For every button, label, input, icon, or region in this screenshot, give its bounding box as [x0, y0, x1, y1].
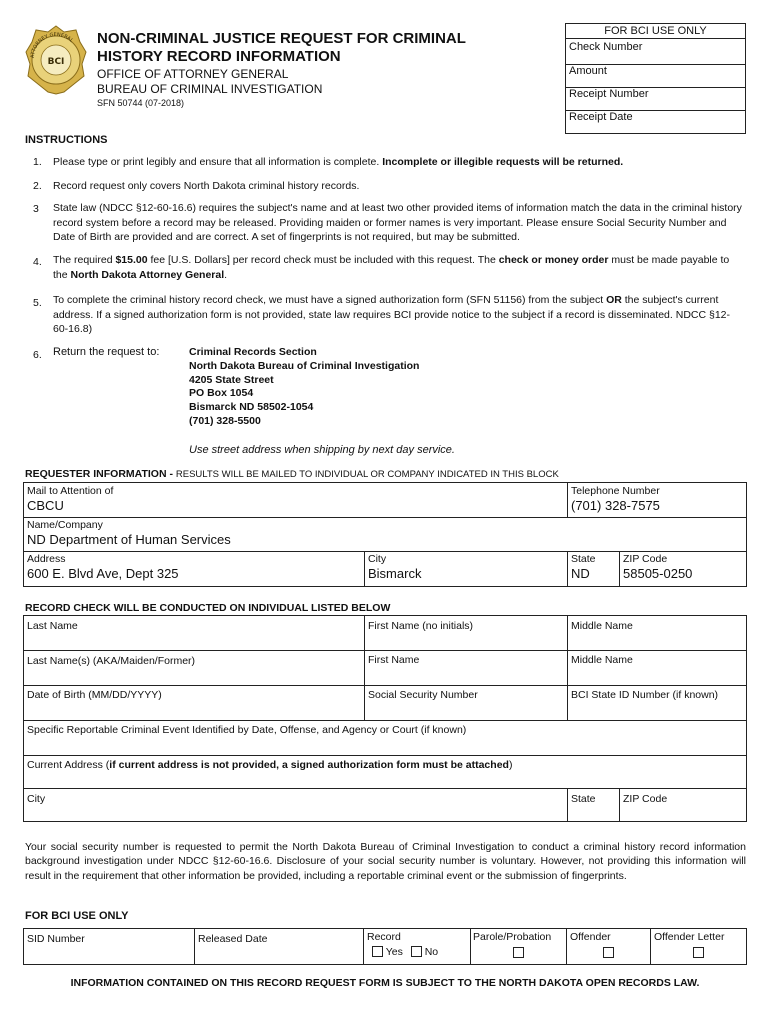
svg-text:BCI: BCI	[47, 57, 65, 67]
address-label: Address	[27, 553, 66, 565]
bci-use-box	[565, 23, 746, 134]
parole-label: Parole/Probation	[473, 931, 552, 943]
aka-last-name-field[interactable]: Last Name(s) (AKA/Maiden/Former)	[27, 655, 196, 667]
record-yes-label: Yes	[385, 946, 403, 958]
subject-heading: RECORD CHECK WILL BE CONDUCTED ON INDIVIDUAL LISTED BELOW	[25, 602, 391, 614]
zip-field[interactable]: 58505-0250	[623, 566, 693, 581]
record-label: Record	[367, 931, 401, 943]
first-name-field[interactable]: First Name (no initials)	[364, 616, 567, 650]
subject-zip-field[interactable]: ZIP Code	[619, 788, 746, 821]
item-number: 6.	[33, 349, 42, 361]
instruction-3: State law (NDCC §12-60-16.6) requires the subject's name and at least two other provided items of information match the data in the criminal history record system before a record may be released. Providing maiden or former names is very important. Please ensure Social Security Number and Date of Birth are provided and are correct. A set of fingerprints is not required, but may be submitted.	[53, 202, 742, 243]
office-name: OFFICE OF ATTORNEY GENERAL	[97, 67, 289, 81]
return-address: Criminal Records Section North Dakota Bureau of Criminal Investigation 4205 State Street PO Box 1054 Bismarck ND 58502-1054 (701) 328-5500	[189, 346, 420, 427]
bci-bottom-heading: FOR BCI USE ONLY	[25, 910, 129, 922]
seal-logo	[24, 24, 88, 96]
state-field[interactable]: ND	[571, 566, 590, 581]
aka-first-name-field[interactable]: First Name	[364, 650, 567, 685]
offender-letter-checkbox[interactable]	[693, 947, 704, 958]
bureau-name: BUREAU OF CRIMINAL INVESTIGATION	[97, 82, 323, 96]
form-title-line2: HISTORY RECORD INFORMATION	[97, 48, 341, 65]
current-address-field[interactable]: Current Address (if current address is not provided, a signed authorization form must be attached)	[27, 759, 513, 771]
ssn-notice: Your social security number is requested to permit the North Dakota Bureau of Criminal Investigation to conduct a criminal history record information background investigation under NDCC §12-60-16.6. Disclosure of your social security number is voluntary. However, not providing this information will result in the requirement that other information be provided, including a reportable criminal event or the submission of fingerprints.	[25, 841, 746, 882]
zip-label: ZIP Code	[623, 553, 668, 565]
record-no-checkbox[interactable]	[411, 946, 422, 957]
form-number: SFN 50744 (07-2018)	[97, 98, 185, 108]
subject-table	[23, 615, 747, 822]
record-no-label: No	[424, 946, 439, 958]
telephone-label: Telephone Number	[571, 485, 660, 497]
instruction-1: Please type or print legibly and ensure that all information is complete. Incomplete or illegible requests will be returned.	[53, 156, 624, 168]
shipping-note: Use street address when shipping by next day service.	[189, 444, 455, 456]
ssn-field[interactable]: Social Security Number	[364, 685, 567, 720]
amount-field[interactable]: Amount	[569, 65, 607, 77]
check-number-field[interactable]: Check Number	[569, 41, 643, 53]
form-title	[97, 30, 466, 66]
last-name-field[interactable]: Last Name	[27, 620, 78, 632]
receipt-number-field[interactable]: Receipt Number	[569, 88, 649, 100]
footer-notice: INFORMATION CONTAINED ON THIS RECORD REQUEST FORM IS SUBJECT TO THE NORTH DAKOTA OPEN RECORDS LAW.	[70, 977, 700, 989]
form-title-line1: NON-CRIMINAL JUSTICE REQUEST FOR CRIMINAL	[97, 30, 466, 47]
bci-bottom-table	[23, 928, 747, 965]
item-number: 3	[33, 203, 39, 215]
item-number: 5.	[33, 297, 42, 309]
criminal-event-field[interactable]: Specific Reportable Criminal Event Identified by Date, Offense, and Agency or Court (if known)	[27, 724, 467, 736]
requester-table	[23, 482, 747, 587]
middle-name-field[interactable]: Middle Name	[567, 616, 746, 650]
dob-field[interactable]: Date of Birth (MM/DD/YYYY)	[27, 689, 162, 701]
requester-heading: REQUESTER INFORMATION - RESULTS WILL BE MAILED TO INDIVIDUAL OR COMPANY INDICATED IN THIS BLOCK	[25, 468, 559, 480]
sid-number-field[interactable]: SID Number	[27, 933, 85, 945]
offender-label: Offender	[570, 931, 611, 943]
instruction-2: Record request only covers North Dakota criminal history records.	[53, 180, 360, 192]
mail-attention-label: Mail to Attention of	[27, 485, 114, 497]
item-number: 1.	[33, 156, 42, 168]
svg-text:ATTORNEY GENERAL: ATTORNEY GENERAL	[29, 31, 75, 59]
record-yes-checkbox[interactable]	[372, 946, 383, 957]
item-number: 4.	[33, 256, 42, 268]
state-label: State	[571, 553, 596, 565]
instructions-heading: INSTRUCTIONS	[25, 134, 108, 146]
instruction-4: The required $15.00 fee [U.S. Dollars] per record check must be included with this request. The check or money order must be made payable to the North Dakota Attorney General.	[53, 254, 730, 281]
aka-middle-name-field[interactable]: Middle Name	[567, 650, 746, 685]
subject-state-field[interactable]: State	[567, 788, 619, 821]
released-date-field[interactable]: Released Date	[194, 929, 363, 964]
offender-letter-label: Offender Letter	[654, 931, 725, 943]
return-label: Return the request to:	[53, 346, 160, 358]
telephone-field[interactable]: (701) 328-7575	[571, 498, 660, 513]
receipt-date-field[interactable]: Receipt Date	[569, 111, 633, 123]
instruction-5: To complete the criminal history record check, we must have a signed authorization form (SFN 51156) from the subject OR the subject's current address. If a signed authorization form is not provided, state law requires BCI provide notice to the subject if a record is disseminated. NDCC §12-60-16.8)	[53, 294, 730, 335]
parole-checkbox[interactable]	[513, 947, 524, 958]
subject-city-field[interactable]: City	[27, 793, 46, 805]
city-field[interactable]: Bismarck	[368, 566, 422, 581]
company-field[interactable]: ND Department of Human Services	[27, 532, 231, 547]
mail-attention-field[interactable]: CBCU	[27, 498, 64, 513]
item-number: 2.	[33, 180, 42, 192]
offender-checkbox[interactable]	[603, 947, 614, 958]
bci-box-title: FOR BCI USE ONLY	[604, 25, 707, 37]
address-field[interactable]: 600 E. Blvd Ave, Dept 325	[27, 566, 179, 581]
city-label: City	[368, 553, 387, 565]
bci-state-id-field[interactable]: BCI State ID Number (if known)	[567, 685, 746, 720]
company-label: Name/Company	[27, 519, 103, 531]
